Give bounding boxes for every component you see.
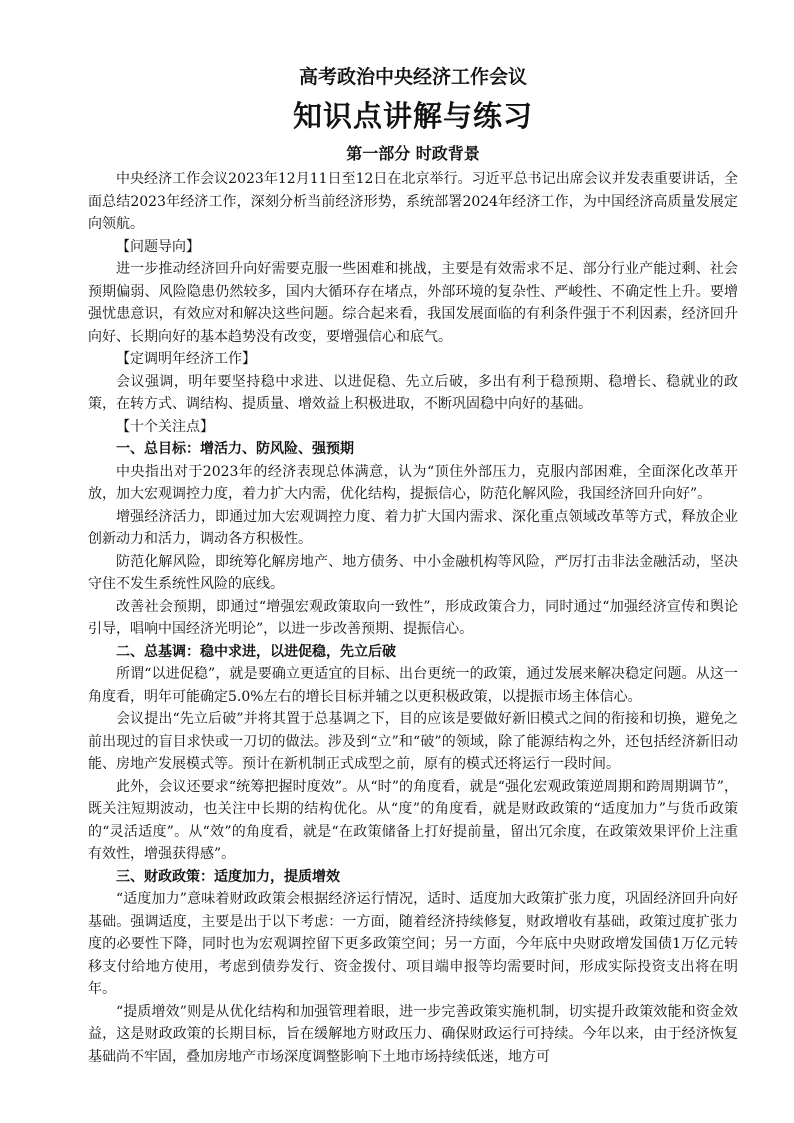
- document-subtitle: 知识点讲解与练习: [292, 99, 533, 133]
- section-heading: 二、总基调：稳中求进，以进促稳，先立后破: [116, 643, 396, 660]
- section-heading: 三、财政政策：适度加力，提质增效: [116, 868, 340, 885]
- body-paragraph: 增强经济活力，即通过加大宏观调控力度、着力扩大国内需求、深化重点领域改革等方式，释放企业创新动力和活力，调动各方积极性。: [88, 508, 738, 547]
- bracket-heading: 【定调明年经济工作】: [116, 351, 256, 367]
- bracket-heading: 【十个关注点】: [116, 418, 214, 435]
- body-paragraph: 会议强调，明年要坚持稳中求进、以进促稳、先立后破，多出有利于稳预期、稳增长、稳就业的政策，在转方式、调结构、提质量、增效益上积极进取，不断巩固稳中向好的基础。: [88, 373, 738, 412]
- body-paragraph: 改善社会预期，即通过“增强宏观政策取向一致性”，形成政策合力，同时通过“加强经济宣传和舆论引导，唱响中国经济光明论”，以进一步改善预期、提振信心。: [88, 598, 738, 637]
- body-paragraph: 所谓“以进促稳”，就是要确立更适宜的目标、出台更统一的政策，通过发展来解决稳定问题。从这一角度看，明年可能确定5.0%左右的增长目标并辅之以更积极政策，以提振市场主体信心。: [88, 666, 738, 705]
- bracket-heading: 【问题导向】: [116, 238, 200, 255]
- document-page: [88, 64, 738, 1068]
- body-paragraph: 此外，会议还要求“统筹把握时度效”。从“时”的角度看，就是“强化宏观政策逆周期和跨周期调节”，既关注短期波动，也关注中长期的结构优化。从“度”的角度看，就是财政政策的“适度加力”与货币政策的“灵活适度”。从“效”的角度看，就是“在政策储备上打好提前量，留出冗余度，在政策效果评价上注重有效性，增强获得感”。: [88, 778, 738, 862]
- body-paragraph: 防范化解风险，即统筹化解房地产、地方债务、中小金融机构等风险，严厉打击非法金融活动，坚决守住不发生系统性风险的底线。: [88, 553, 738, 592]
- body-paragraph: 中央指出对于2023年的经济表现总体满意，认为“顶住外部压力，克服内部困难，全面深化改革开放，加大宏观调控力度，着力扩大内需，优化结构，提振信心，防范化解风险，我国经济回升向好”。: [88, 463, 738, 502]
- section-heading: 一、总目标：增活力、防风险、强预期: [116, 441, 354, 457]
- body-paragraph: 进一步推动经济回升向好需要克服一些困难和挑战，主要是有效需求不足、部分行业产能过剩、社会预期偏弱、风险隐患仍然较多，国内大循环存在堵点，外部环境的复杂性、严峻性、不确定性上升。要增强忧患意识，有效应对和解决这些问题。综合起来看，我国发展面临的有利条件强于不利因素，经济回升向好、长期向好的基本趋势没有改变，要增强信心和底气。: [88, 261, 738, 345]
- body-paragraph: “提质增效”则是从优化结构和加强管理着眼，进一步完善政策实施机制，切实提升政策效能和资金效益，这是财政政策的长期目标，旨在缓解地方财政压力、确保财政运行可持续。今年以来，由于经济恢复基础尚不牢固，叠加房地产市场深度调整影响下土地市场持续低迷，地方可: [88, 1003, 738, 1065]
- part-title: 第一部分 时政背景: [346, 144, 480, 163]
- body-paragraph: “适度加力”意味着财政政策会根据经济运行情况，适时、适度加大政策扩张力度，巩固经济回升向好基础。强调适度，主要是出于以下考虑：一方面，随着经济持续修复，财政增收有基础，政策过度扩张力度的必要性下降，同时也为宏观调控留下更多政策空间；另一方面，今年底中央财政增发国债1万亿元转移支付给地方使用，考虑到债券发行、资金拨付、项目端申报等均需要时间，形成实际投资支出将在明年。: [88, 891, 738, 997]
- document-body: [88, 168, 738, 1068]
- document-title: 高考政治中央经济工作会议: [298, 66, 527, 88]
- body-paragraph: 会议提出“先立后破”并将其置于总基调之下，目的应该是要做好新旧模式之间的衔接和切换，避免之前出现过的盲目求快或一刀切的做法。涉及到“立”和“破”的领域，除了能源结构之外，还包括经济新旧动能、房地产发展模式等。预计在新机制正式成型之前，原有的模式还将运行一段时间。: [88, 711, 738, 772]
- body-paragraph: 中央经济工作会议2023年12月11日至12日在北京举行。习近平总书记出席会议并发表重要讲话，全面总结2023年经济工作，深刻分析当前经济形势，系统部署2024年经济工作，为中国经济高质量发展定向领航。: [88, 171, 738, 232]
